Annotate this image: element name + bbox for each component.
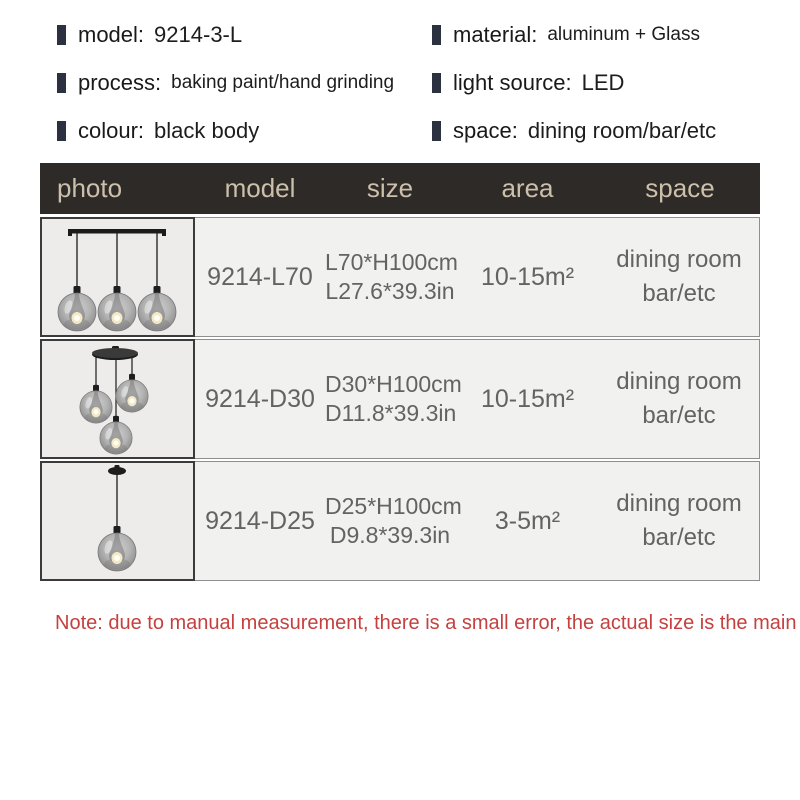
- header-cell-area: area: [501, 173, 554, 203]
- table-header-row: [40, 163, 760, 214]
- cell-area: 10-15m²: [480, 384, 575, 413]
- photo-cell: [40, 339, 195, 459]
- cell-space: [600, 365, 758, 433]
- three-pendant-linear-bar-lamp-icon: [42, 219, 193, 335]
- space-line1: dining room: [616, 490, 742, 517]
- cell-space: [600, 487, 758, 555]
- spec-label: space:: [453, 118, 518, 143]
- table-row: [40, 461, 760, 581]
- spec-value: 9214-3-L: [154, 22, 243, 47]
- spec-item-model: [57, 22, 394, 48]
- cell-model: 9214-D30: [205, 384, 315, 413]
- bullet-marker-icon: [57, 73, 66, 93]
- cell-size: [325, 492, 462, 550]
- spec-item-process: [57, 70, 394, 96]
- spec-label: process:: [78, 70, 162, 95]
- bullet-marker-icon: [57, 121, 66, 141]
- spec-value: aluminum + Glass: [547, 24, 700, 45]
- spec-value: black body: [154, 118, 260, 143]
- size-cm: D30*H100cm: [325, 371, 462, 397]
- table-row: [40, 217, 760, 337]
- bullet-marker-icon: [57, 25, 66, 45]
- table-row: [40, 339, 760, 459]
- space-line2: bar/etc: [642, 402, 716, 429]
- bullet-marker-icon: [432, 25, 441, 45]
- row-panel: [195, 339, 760, 459]
- header-cell-model: model: [224, 173, 296, 203]
- size-in: L27.6*39.3in: [325, 278, 455, 304]
- photo-cell: [40, 461, 195, 581]
- space-line2: bar/etc: [642, 524, 716, 551]
- row-panel: [195, 461, 760, 581]
- size-in: D9.8*39.3in: [329, 522, 451, 548]
- cell-model: 9214-D25: [205, 506, 315, 535]
- header-cell-size: size: [366, 173, 414, 203]
- spec-value: dining room/bar/etc: [527, 118, 717, 143]
- space-line1: dining room: [616, 368, 742, 395]
- spec-item-colour: [57, 118, 394, 144]
- cell-space: [600, 243, 758, 311]
- cell-size: [325, 370, 462, 428]
- header-cell-space: space: [645, 173, 715, 203]
- bullet-marker-icon: [432, 121, 441, 141]
- spec-label: light source:: [453, 70, 572, 95]
- measurement-note: Note: due to manual measurement, there is a small error, the actual size is the main: [55, 612, 797, 634]
- size-cm: L70*H100cm: [325, 249, 458, 275]
- spec-label: model:: [78, 22, 145, 47]
- spec-item-material: [432, 22, 716, 48]
- photo-cell: [40, 217, 195, 337]
- spec-item-space: [432, 118, 716, 144]
- space-line1: dining room: [616, 246, 742, 273]
- spec-list-left: [57, 22, 394, 144]
- cell-model: 9214-L70: [207, 262, 313, 291]
- product-table: [40, 163, 760, 581]
- cell-area: 3-5m²: [494, 506, 561, 535]
- cell-area: 10-15m²: [480, 262, 575, 291]
- space-line2: bar/etc: [642, 280, 716, 307]
- cell-size: [325, 248, 458, 306]
- single-pendant-lamp-icon: [42, 463, 193, 579]
- size-cm: D25*H100cm: [325, 493, 462, 519]
- spec-value: baking paint/hand grinding: [171, 72, 395, 93]
- spec-label: material:: [453, 22, 538, 47]
- table-body: [40, 217, 760, 581]
- spec-label: colour:: [78, 118, 145, 143]
- three-pendant-round-canopy-lamp-icon: [42, 341, 193, 457]
- row-panel: [195, 217, 760, 337]
- spec-value: LED: [581, 70, 625, 95]
- spec-list-right: [432, 22, 716, 144]
- spec-item-light-source: [432, 70, 716, 96]
- bullet-marker-icon: [432, 73, 441, 93]
- size-in: D11.8*39.3in: [325, 400, 457, 426]
- header-cell-photo: photo: [57, 173, 123, 203]
